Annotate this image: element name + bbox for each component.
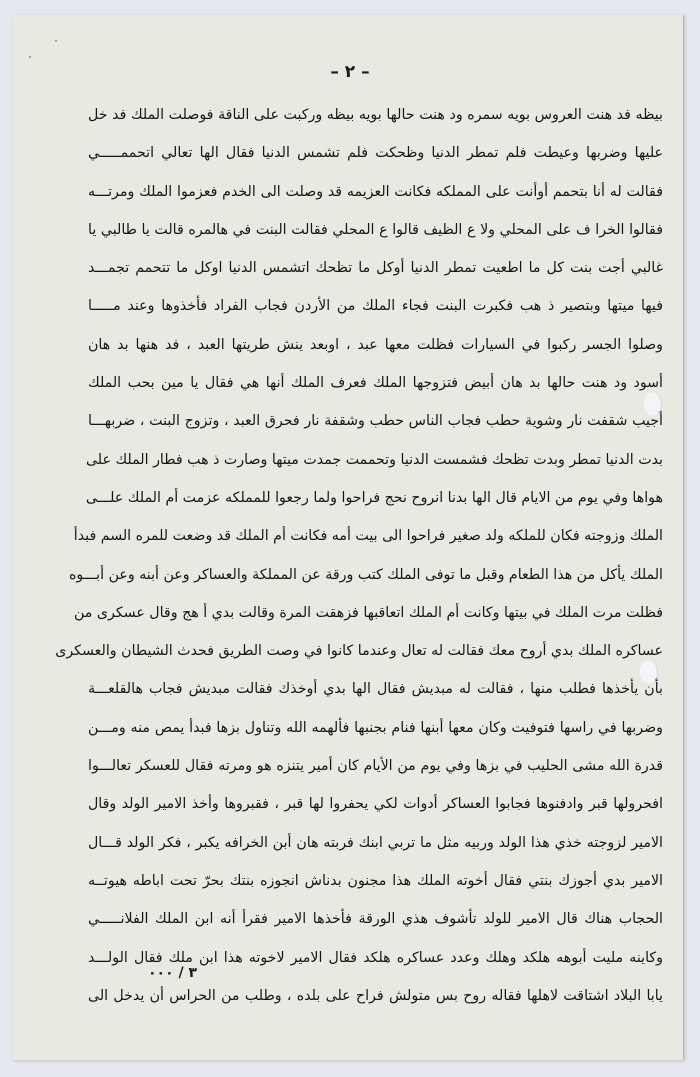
text-line: يابا البلاد اشتاقت لاهلها فقاله روح بس متولش فراح على بلده ، وطلب من الحراس أن يدخل الى: [88, 987, 663, 1004]
body-text: [55, 96, 663, 1015]
text-line: الحجاب هناك قال الامير للولد تأشوف هذي الورقة فأخذها الامير فقرأ أنه ابن الملك الفلانـــــي: [88, 911, 663, 928]
text-line: هواها وفي يوم من الايام قال الها بدنا انروح نحج فراحوا ولما رجعوا للمملكه عزمت أم الملك علـــى: [85, 489, 663, 506]
paper-speck: [29, 56, 31, 58]
text-line: وكاينه مليت أبوهه هلكد وهلك وعدد عساكره هلكد فقال الامير لاخوته هذا ابن ملك فقال الولـــد: [88, 949, 663, 966]
page-number: – ٢ –: [330, 62, 370, 82]
text-line: وضربها في راسها فتوفيت وكان معها أبنها فنام بجنبها فألهمه الله وتناول بزها فبدأ يمص منه ومـــن: [88, 719, 663, 736]
text-line: الملك وزوجته فكان للملكه ولد صغير فراحوا الى بيت أمه فكانت أم الملك قد وضعت للمره السم فبدأ: [73, 528, 663, 545]
text-line: أجيب شقفت نار وشوية حطب فجاب الناس حطب وشقفة نار فحرق العبد ، وتزوج البنت ، ضربهـــا: [88, 413, 663, 430]
text-line: فظلت مرت الملك في بيتها وكانت أم الملك اتعاقبها فزهقت المرة وقالت بدي أ هج وقال عسكرى من: [73, 604, 663, 621]
text-line: وصلوا الجسر ركبوا في السيارات فظلت معها عبد ، اوبعد ينش طريتها العبد ، فد هنها بد هان: [88, 336, 663, 353]
text-line: عساكره الملك بدي أروح معك فقالت له تعال وعندما كانوا في وصت الطريق فحدث الشيطان والعسكرى: [55, 643, 663, 660]
text-line: فقالوا الخرا ف على المحلي ولا ع الظيف قالوا ع المحلي فقالت البنت في هالمره قالت يا طالبي يا: [88, 221, 663, 238]
text-line: بدت الدنيا تمطر وبدت تظحك فشمست الدنيا وتحممت جمدت ميتها وصارت ذ هب فطار الملك على: [85, 451, 663, 468]
text-line: أسود ود هنت حالها بد هان أبيض فتزوجها الملك فعرف الملك أنها هي فقال يا مين بحب الملك: [88, 375, 663, 392]
text-line: بيظه فد هنت العروس بويه سمره ود هنت حالها بويه بيظه وركبت على الناقة فوصلت الملك فد خل: [88, 107, 663, 123]
text-line: فيها ميتها وبتصير ذ هب فكبرت البنت فجاء الملك من الأردن فجاب الفراد فأخذوها وعند مـــــا: [88, 298, 663, 315]
paper-speck: [55, 40, 57, 42]
continuation-mark: ٣ / ٠٠٠: [148, 965, 198, 981]
text-line: عليها وضربها وعيطت فلم تمطر الدنيا وظحكت فلم تشمس الدنيا فقال الها تعالي اتحممـــــي: [88, 145, 663, 162]
text-line: الملك يأكل من هذا الطعام وقبل ما توفى الملك كتب ورقة عن المملكة والعساكر وعن أبنه وعن أبـــوه: [68, 566, 663, 583]
text-line: بأن يأخذها فطلب منها ، فقالت له مبديش فقال الها بدي أوخذك فقالت مبديش فجاب هالقلعـــة: [88, 681, 663, 698]
text-line: غالبي أجت بنت كل ما اطعيت تمطر الدنيا أوكل ما تظحك اتشمس الدنيا اوكل ما تتحمم تجمـــد: [88, 260, 663, 277]
text-line: الامير بدي أجوزك بنتي فقال أخوته الملك هذا مجنون بدناش انجوزه بنتك بحرّ تحت اباطه هيوتــه: [88, 872, 663, 889]
text-line: فقالت له أنا بتحمم أوأنت على المملكه فكانت العزيمه قد وصلت الى الخدم فعزموا الملك ومرتـــه: [88, 183, 663, 200]
text-line: قدرة الله مشى الحليب في بزها وفي يوم من الأيام كان أمير يتنزه هو ومرته فقال للعسكر تعالـــوا: [88, 758, 663, 775]
text-line: افحرولها قبر وادفنوها فجابوا العساكر أدوات لكي يحفروا لها قبر ، فقبروها وأخذ الامير الولد وقال: [88, 796, 663, 813]
text-line: الامير لزوجته خذي هذا الولد وربيه مثل ما تربي ابنك فربته هان أبن الخرافه يكبر ، فكر الولد قـــال: [88, 834, 663, 851]
